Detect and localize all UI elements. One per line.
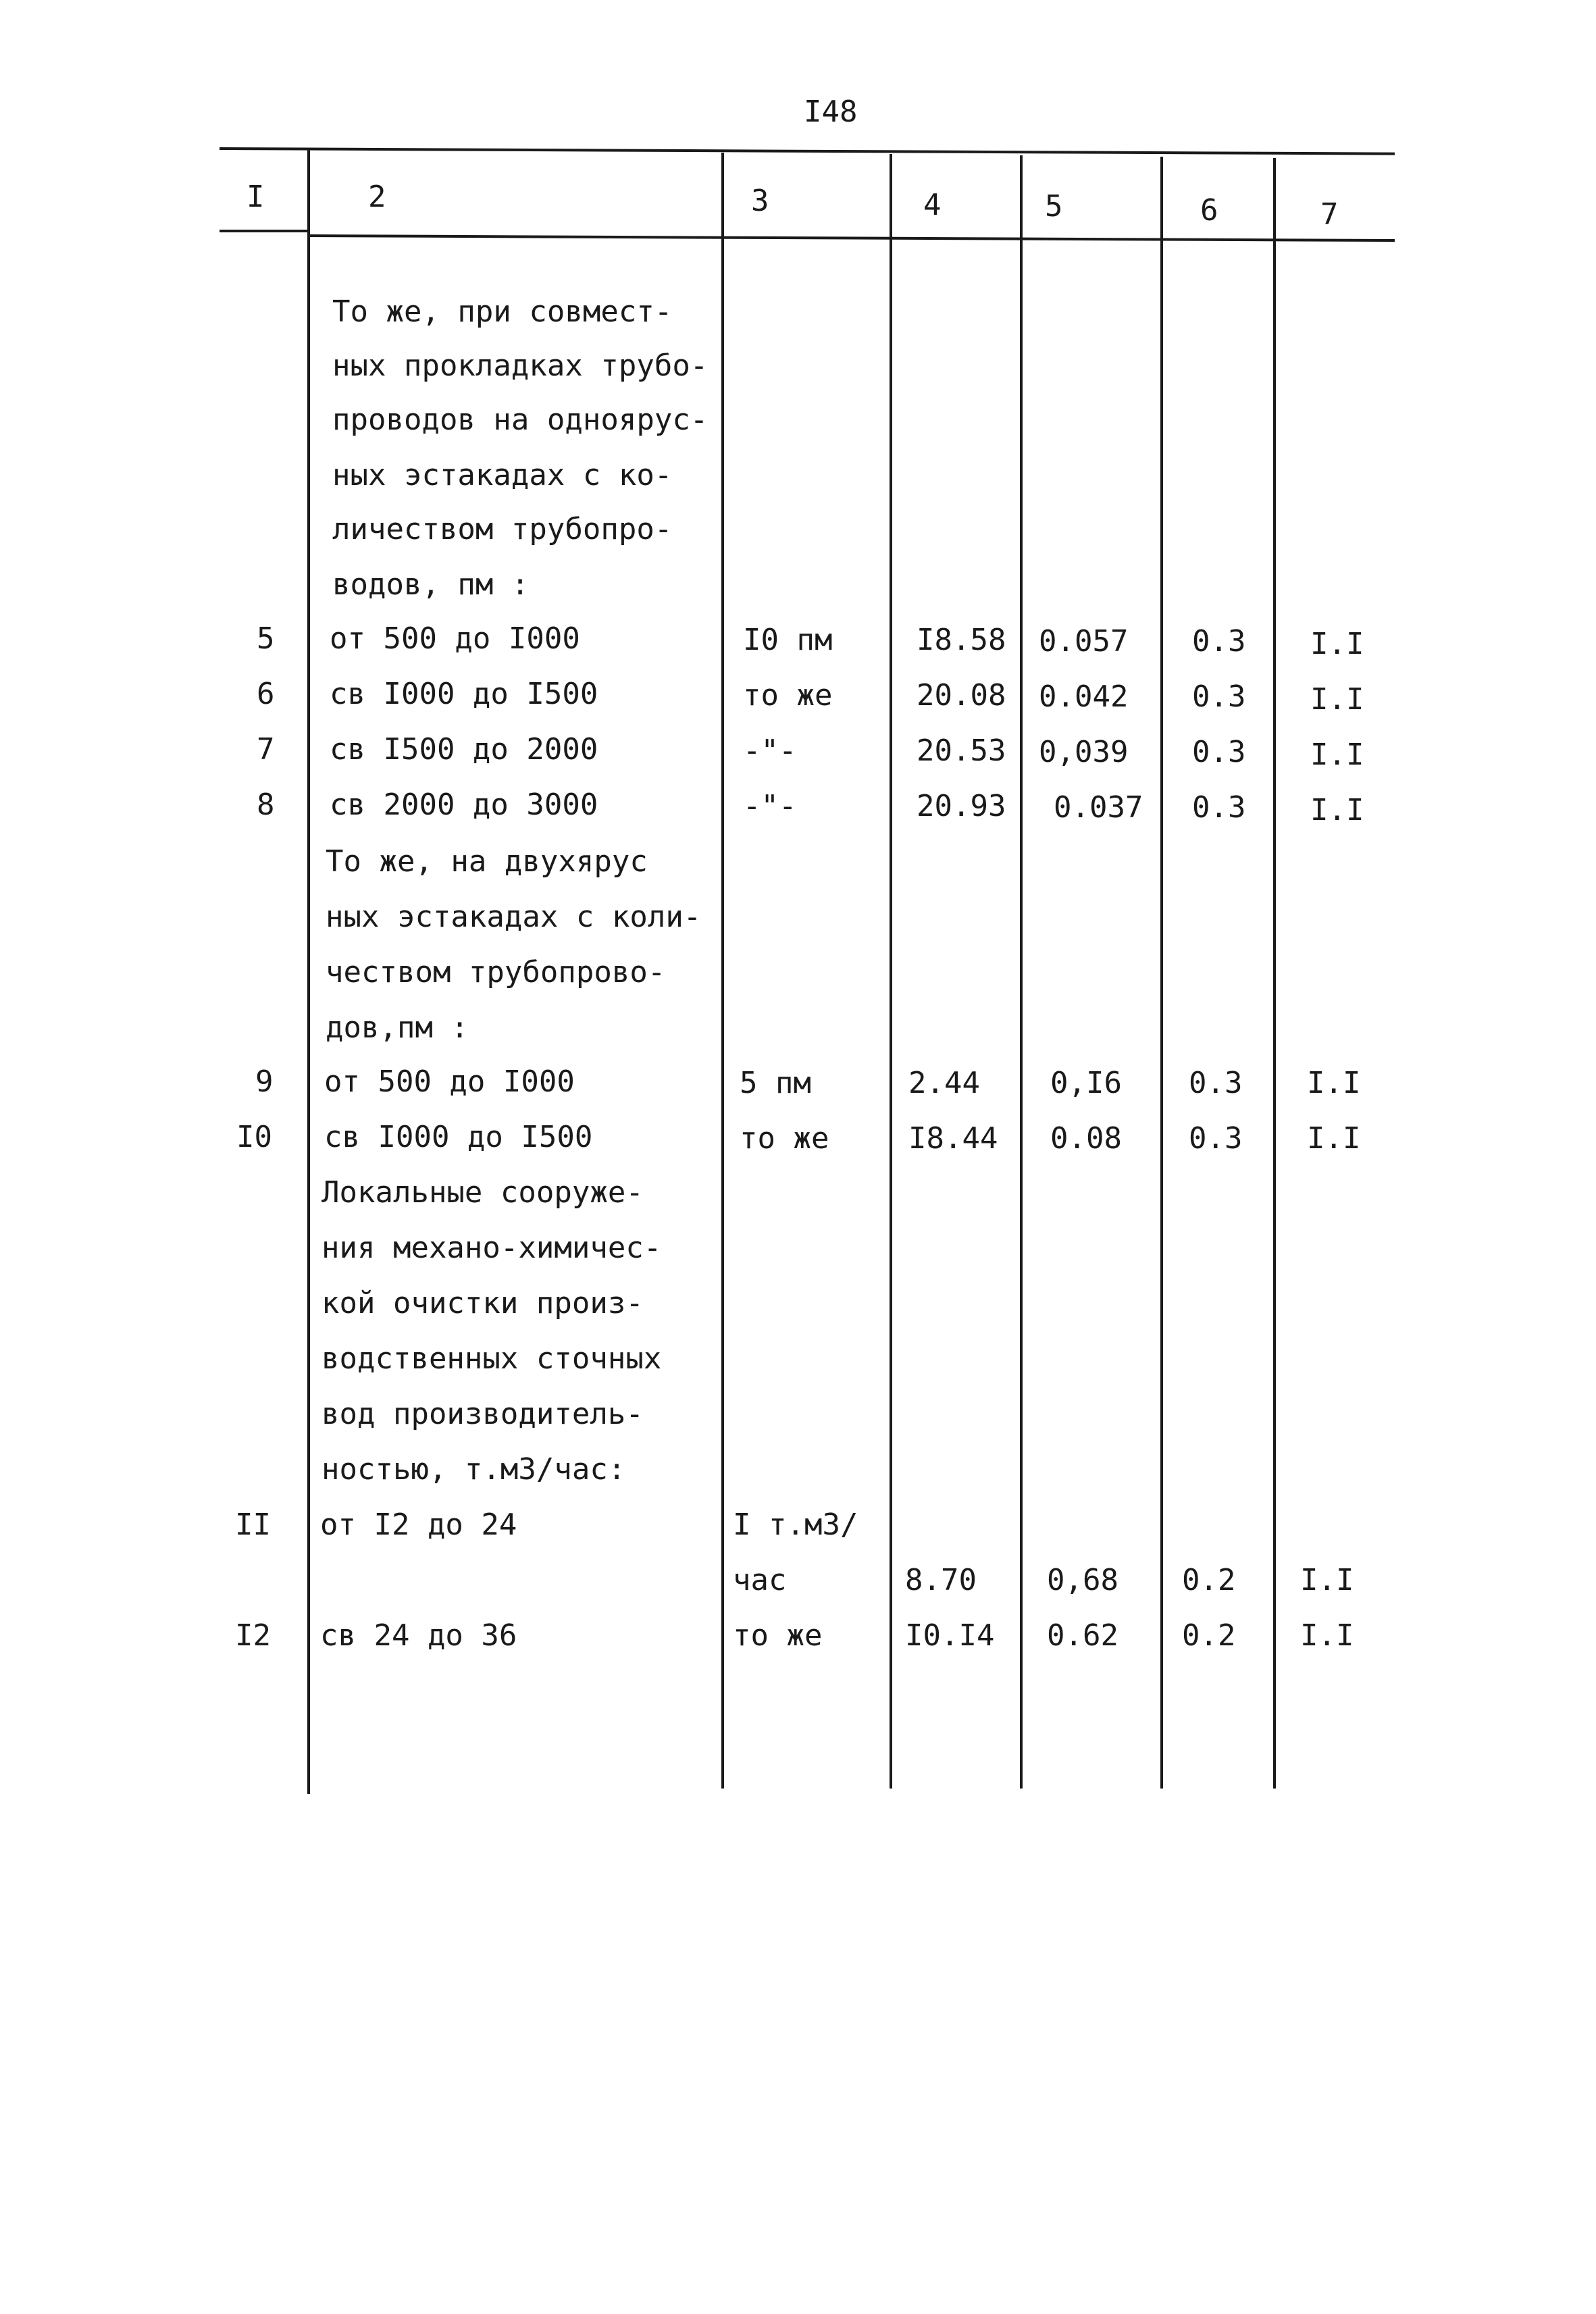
col-divider-6	[1273, 158, 1276, 1789]
col-header-1: I	[247, 180, 265, 214]
col-divider-1	[307, 150, 310, 1794]
block-heading-line: кой очистки произ-	[321, 1286, 644, 1320]
row-unit: -"-	[743, 734, 797, 768]
block-heading-line: вод производитель-	[321, 1397, 644, 1431]
block-heading-line: проводов на одноярус-	[332, 403, 709, 437]
row-unit: то же	[743, 678, 833, 713]
col-divider-4	[1020, 155, 1023, 1789]
col-header-7: 7	[1320, 197, 1339, 232]
row-name: св 24 до 36	[320, 1618, 517, 1653]
row-col5: 0,68	[1047, 1563, 1118, 1597]
row-number: II	[235, 1508, 271, 1542]
row-col6: 0.3	[1189, 1121, 1243, 1156]
header-bottom-rule-left	[220, 230, 309, 232]
row-name: от I2 до 24	[320, 1508, 517, 1542]
row-number: 8	[257, 788, 275, 822]
block-heading-line: То же, на двухярус	[326, 844, 648, 879]
row-col4: I8.58	[917, 623, 1006, 657]
row-col5: 0,039	[1039, 735, 1129, 769]
block-heading-line: дов,пм :	[326, 1010, 469, 1045]
row-col7: I.I	[1310, 793, 1364, 827]
row-col4: I8.44	[908, 1121, 998, 1156]
row-col6: 0.3	[1192, 735, 1246, 769]
row-col5: 0.042	[1039, 679, 1129, 714]
row-col4: 20.08	[917, 678, 1006, 713]
block-heading-line: личеством трубопро-	[332, 512, 673, 546]
row-col7: I.I	[1300, 1618, 1354, 1653]
row-unit: 5 пм	[740, 1066, 811, 1100]
row-col6: 0.3	[1192, 790, 1246, 825]
header-top-rule	[220, 147, 1395, 155]
row-number: 5	[257, 621, 275, 656]
row-name: св I000 до I500	[330, 677, 598, 711]
col-header-2: 2	[368, 180, 386, 214]
row-col7: I.I	[1307, 1121, 1361, 1156]
block-heading-line: ных эстакадах с ко-	[332, 458, 673, 492]
row-col4: 2.44	[908, 1066, 980, 1100]
row-unit: то же	[733, 1618, 823, 1653]
row-col4: 8.70	[905, 1563, 977, 1597]
row-col5: 0,I6	[1050, 1066, 1122, 1100]
row-col4: I0.I4	[905, 1618, 995, 1653]
row-col6: 0.2	[1182, 1563, 1236, 1597]
row-col4: 20.53	[917, 734, 1006, 768]
block-heading-line: ных прокладках трубо-	[332, 349, 709, 383]
col-divider-3	[890, 154, 892, 1789]
col-header-5: 5	[1045, 189, 1063, 224]
row-col6: 0.3	[1189, 1066, 1243, 1100]
row-col7: I.I	[1300, 1563, 1354, 1597]
row-unit: I т.м3/	[733, 1508, 858, 1542]
row-name: от 500 до I000	[324, 1064, 575, 1099]
col-header-3: 3	[751, 184, 769, 218]
row-number: I2	[235, 1618, 271, 1653]
col-divider-2	[721, 153, 724, 1789]
page-number: I48	[804, 95, 858, 129]
row-number: I0	[236, 1120, 272, 1154]
row-number: 6	[257, 677, 275, 711]
row-col6: 0.3	[1192, 624, 1246, 659]
block-heading-line: водственных сточных	[321, 1341, 662, 1376]
block-heading-line: водов, пм :	[332, 567, 530, 602]
row-unit: -"-	[743, 789, 797, 823]
block-heading-line: То же, при совмест-	[332, 294, 673, 329]
row-col7: I.I	[1310, 682, 1364, 717]
row-unit: час	[733, 1563, 787, 1597]
row-unit: I0 пм	[743, 623, 833, 657]
row-col4: 20.93	[917, 789, 1006, 823]
block-heading-line: ностью, т.м3/час:	[321, 1452, 626, 1487]
col-header-4: 4	[923, 188, 942, 222]
col-header-6: 6	[1200, 193, 1218, 228]
block-heading-line: ных эстакадах с коли-	[326, 900, 702, 934]
block-heading-line: ния механо-химичес-	[321, 1231, 662, 1265]
row-col6: 0.3	[1192, 679, 1246, 714]
row-col7: I.I	[1307, 1066, 1361, 1100]
row-name: от 500 до I000	[330, 621, 580, 656]
block-heading-line: Локальные сооруже-	[321, 1175, 644, 1210]
row-name: св I000 до I500	[324, 1120, 593, 1154]
block-heading-line: чеством трубопрово-	[326, 955, 666, 989]
row-name: св I500 до 2000	[330, 732, 598, 767]
row-col6: 0.2	[1182, 1618, 1236, 1653]
row-unit: то же	[740, 1121, 829, 1156]
col-divider-5	[1160, 157, 1163, 1789]
row-col5: 0.057	[1039, 624, 1129, 659]
row-name: св 2000 до 3000	[330, 788, 598, 822]
row-col5: 0.08	[1050, 1121, 1122, 1156]
header-bottom-rule	[309, 234, 1395, 242]
row-col7: I.I	[1310, 627, 1364, 661]
row-col5: 0.037	[1054, 790, 1143, 825]
row-number: 9	[255, 1064, 274, 1099]
row-number: 7	[257, 732, 275, 767]
row-col7: I.I	[1310, 738, 1364, 772]
row-col5: 0.62	[1047, 1618, 1118, 1653]
